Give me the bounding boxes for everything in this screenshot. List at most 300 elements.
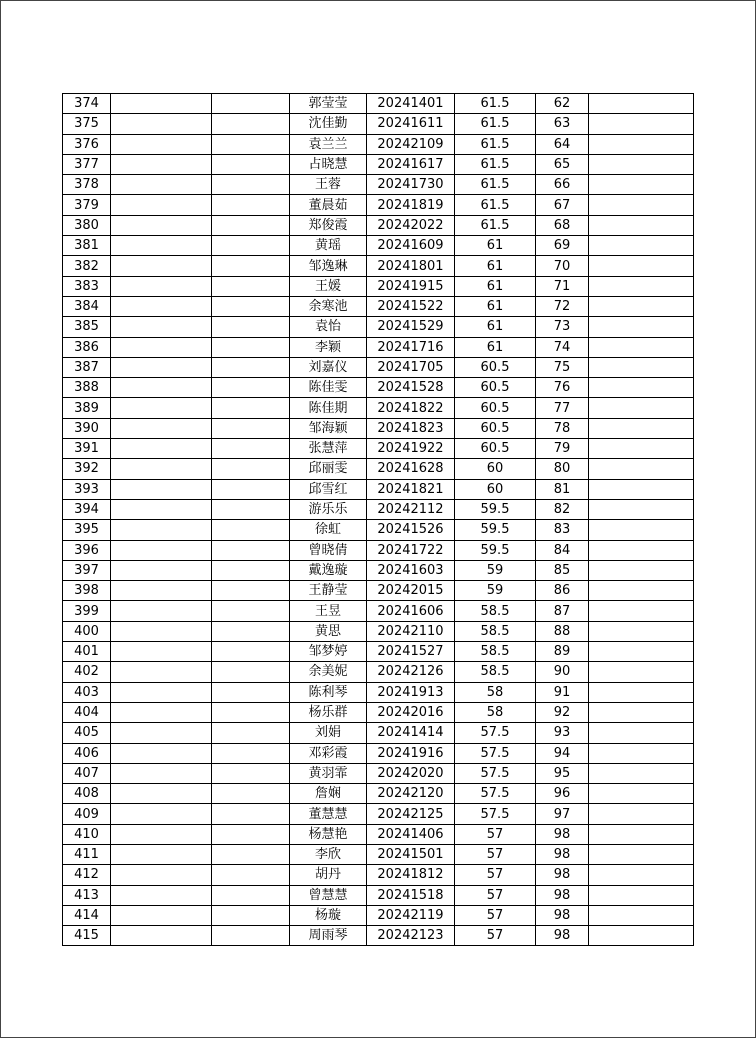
blank-cell-b: [212, 357, 290, 377]
rank-cell: 72: [536, 296, 589, 316]
score-cell: 59.5: [455, 520, 536, 540]
seq-number-cell: 402: [63, 662, 111, 682]
blank-cell-b: [212, 114, 290, 134]
seq-number-cell: 376: [63, 134, 111, 154]
student-id-cell: 20241801: [367, 256, 455, 276]
rank-cell: 66: [536, 175, 589, 195]
score-cell: 58.5: [455, 642, 536, 662]
student-id-cell: 20241915: [367, 276, 455, 296]
table-row: [63, 195, 694, 215]
table-row: [63, 926, 694, 946]
blank-cell-b: [212, 560, 290, 580]
blank-cell-b: [212, 317, 290, 337]
remarks-cell: [589, 520, 694, 540]
rank-cell: 68: [536, 215, 589, 235]
seq-number-cell: 375: [63, 114, 111, 134]
remarks-cell: [589, 195, 694, 215]
table-row: [63, 540, 694, 560]
rank-cell: 67: [536, 195, 589, 215]
student-id-cell: 20242125: [367, 804, 455, 824]
score-cell: 60.5: [455, 378, 536, 398]
remarks-cell: [589, 621, 694, 641]
remarks-cell: [589, 642, 694, 662]
blank-cell-b: [212, 743, 290, 763]
student-name-cell: 陈佳雯: [290, 378, 367, 398]
blank-cell-b: [212, 195, 290, 215]
rank-cell: 94: [536, 743, 589, 763]
score-cell: 60.5: [455, 439, 536, 459]
seq-number-cell: 414: [63, 905, 111, 925]
seq-number-cell: 412: [63, 865, 111, 885]
remarks-cell: [589, 439, 694, 459]
blank-cell-a: [111, 398, 212, 418]
remarks-cell: [589, 844, 694, 864]
remarks-cell: [589, 784, 694, 804]
blank-cell-a: [111, 885, 212, 905]
student-id-cell: 20242109: [367, 134, 455, 154]
blank-cell-a: [111, 763, 212, 783]
remarks-cell: [589, 236, 694, 256]
score-cell: 60.5: [455, 398, 536, 418]
blank-cell-a: [111, 926, 212, 946]
remarks-cell: [589, 581, 694, 601]
rank-cell: 63: [536, 114, 589, 134]
blank-cell-a: [111, 905, 212, 925]
blank-cell-b: [212, 682, 290, 702]
blank-cell-a: [111, 378, 212, 398]
student-name-cell: 邹海颖: [290, 418, 367, 438]
student-id-cell: 20242015: [367, 581, 455, 601]
student-name-cell: 陈利琴: [290, 682, 367, 702]
student-name-cell: 王昱: [290, 601, 367, 621]
blank-cell-a: [111, 94, 212, 114]
rank-cell: 65: [536, 154, 589, 174]
remarks-cell: [589, 865, 694, 885]
score-cell: 61: [455, 276, 536, 296]
blank-cell-a: [111, 479, 212, 499]
blank-cell-a: [111, 662, 212, 682]
score-cell: 58.5: [455, 662, 536, 682]
seq-number-cell: 388: [63, 378, 111, 398]
table-row: [63, 905, 694, 925]
student-id-cell: 20241628: [367, 459, 455, 479]
blank-cell-b: [212, 662, 290, 682]
score-table: [62, 93, 694, 946]
seq-number-cell: 411: [63, 844, 111, 864]
seq-number-cell: 391: [63, 439, 111, 459]
blank-cell-b: [212, 905, 290, 925]
student-id-cell: 20241812: [367, 865, 455, 885]
table-row: [63, 296, 694, 316]
student-id-cell: 20242119: [367, 905, 455, 925]
blank-cell-b: [212, 844, 290, 864]
remarks-cell: [589, 175, 694, 195]
student-id-cell: 20241401: [367, 94, 455, 114]
table-row: [63, 865, 694, 885]
remarks-cell: [589, 499, 694, 519]
student-id-cell: 20241922: [367, 439, 455, 459]
score-cell: 61: [455, 256, 536, 276]
student-name-cell: 占晓慧: [290, 154, 367, 174]
remarks-cell: [589, 337, 694, 357]
remarks-cell: [589, 418, 694, 438]
table-row: [63, 439, 694, 459]
score-cell: 57: [455, 926, 536, 946]
blank-cell-b: [212, 723, 290, 743]
table-row: [63, 479, 694, 499]
blank-cell-a: [111, 520, 212, 540]
blank-cell-b: [212, 885, 290, 905]
blank-cell-a: [111, 337, 212, 357]
student-name-cell: 杨璇: [290, 905, 367, 925]
remarks-cell: [589, 215, 694, 235]
seq-number-cell: 413: [63, 885, 111, 905]
seq-number-cell: 386: [63, 337, 111, 357]
seq-number-cell: 385: [63, 317, 111, 337]
student-id-cell: 20242126: [367, 662, 455, 682]
remarks-cell: [589, 459, 694, 479]
score-cell: 61.5: [455, 215, 536, 235]
rank-cell: 76: [536, 378, 589, 398]
table-row: [63, 317, 694, 337]
rank-cell: 98: [536, 905, 589, 925]
blank-cell-b: [212, 601, 290, 621]
blank-cell-a: [111, 357, 212, 377]
student-name-cell: 余寒池: [290, 296, 367, 316]
student-id-cell: 20241722: [367, 540, 455, 560]
seq-number-cell: 404: [63, 702, 111, 722]
student-name-cell: 李欣: [290, 844, 367, 864]
blank-cell-a: [111, 418, 212, 438]
blank-cell-b: [212, 499, 290, 519]
seq-number-cell: 390: [63, 418, 111, 438]
table-row: [63, 499, 694, 519]
seq-number-cell: 384: [63, 296, 111, 316]
student-id-cell: 20241606: [367, 601, 455, 621]
score-cell: 57.5: [455, 743, 536, 763]
student-name-cell: 胡丹: [290, 865, 367, 885]
rank-cell: 78: [536, 418, 589, 438]
student-id-cell: 20241716: [367, 337, 455, 357]
blank-cell-a: [111, 195, 212, 215]
seq-number-cell: 415: [63, 926, 111, 946]
remarks-cell: [589, 276, 694, 296]
blank-cell-b: [212, 540, 290, 560]
blank-cell-b: [212, 418, 290, 438]
student-id-cell: 20241529: [367, 317, 455, 337]
student-id-cell: 20242022: [367, 215, 455, 235]
blank-cell-a: [111, 276, 212, 296]
score-cell: 59: [455, 560, 536, 580]
score-cell: 60: [455, 459, 536, 479]
seq-number-cell: 383: [63, 276, 111, 296]
seq-number-cell: 381: [63, 236, 111, 256]
table-row: [63, 662, 694, 682]
table-row: [63, 844, 694, 864]
score-cell: 60: [455, 479, 536, 499]
blank-cell-a: [111, 154, 212, 174]
blank-cell-b: [212, 337, 290, 357]
rank-cell: 73: [536, 317, 589, 337]
student-name-cell: 黄羽霏: [290, 763, 367, 783]
seq-number-cell: 392: [63, 459, 111, 479]
student-name-cell: 戴逸璇: [290, 560, 367, 580]
rank-cell: 75: [536, 357, 589, 377]
remarks-cell: [589, 702, 694, 722]
seq-number-cell: 410: [63, 824, 111, 844]
rank-cell: 90: [536, 662, 589, 682]
student-name-cell: 余美妮: [290, 662, 367, 682]
seq-number-cell: 374: [63, 94, 111, 114]
blank-cell-a: [111, 560, 212, 580]
rank-cell: 91: [536, 682, 589, 702]
blank-cell-a: [111, 784, 212, 804]
blank-cell-b: [212, 784, 290, 804]
table-row: [63, 134, 694, 154]
table-row: [63, 763, 694, 783]
seq-number-cell: 401: [63, 642, 111, 662]
blank-cell-a: [111, 601, 212, 621]
seq-number-cell: 398: [63, 581, 111, 601]
student-id-cell: 20241823: [367, 418, 455, 438]
table-row: [63, 276, 694, 296]
score-cell: 61: [455, 296, 536, 316]
seq-number-cell: 399: [63, 601, 111, 621]
student-id-cell: 20242110: [367, 621, 455, 641]
student-name-cell: 王蓉: [290, 175, 367, 195]
student-id-cell: 20241705: [367, 357, 455, 377]
student-name-cell: 王静莹: [290, 581, 367, 601]
remarks-cell: [589, 296, 694, 316]
seq-number-cell: 396: [63, 540, 111, 560]
table-row: [63, 357, 694, 377]
student-name-cell: 刘娟: [290, 723, 367, 743]
student-id-cell: 20241617: [367, 154, 455, 174]
seq-number-cell: 406: [63, 743, 111, 763]
table-row: [63, 418, 694, 438]
student-name-cell: 袁兰兰: [290, 134, 367, 154]
remarks-cell: [589, 723, 694, 743]
rank-cell: 88: [536, 621, 589, 641]
table-row: [63, 824, 694, 844]
student-name-cell: 游乐乐: [290, 499, 367, 519]
seq-number-cell: 400: [63, 621, 111, 641]
table-row: [63, 804, 694, 824]
remarks-cell: [589, 357, 694, 377]
table-row: [63, 154, 694, 174]
table-row: [63, 601, 694, 621]
student-id-cell: 20241527: [367, 642, 455, 662]
blank-cell-b: [212, 865, 290, 885]
student-name-cell: 董慧慧: [290, 804, 367, 824]
score-cell: 57: [455, 824, 536, 844]
blank-cell-b: [212, 702, 290, 722]
blank-cell-b: [212, 479, 290, 499]
rank-cell: 93: [536, 723, 589, 743]
rank-cell: 82: [536, 499, 589, 519]
table-row: [63, 581, 694, 601]
blank-cell-b: [212, 398, 290, 418]
score-cell: 61.5: [455, 154, 536, 174]
score-cell: 61.5: [455, 134, 536, 154]
student-id-cell: 20241821: [367, 479, 455, 499]
remarks-cell: [589, 540, 694, 560]
seq-number-cell: 403: [63, 682, 111, 702]
remarks-cell: [589, 662, 694, 682]
remarks-cell: [589, 743, 694, 763]
student-name-cell: 袁怡: [290, 317, 367, 337]
table-row: [63, 682, 694, 702]
seq-number-cell: 394: [63, 499, 111, 519]
rank-cell: 98: [536, 926, 589, 946]
rank-cell: 97: [536, 804, 589, 824]
score-cell: 61.5: [455, 195, 536, 215]
score-cell: 57: [455, 905, 536, 925]
blank-cell-a: [111, 236, 212, 256]
score-cell: 61: [455, 337, 536, 357]
blank-cell-a: [111, 499, 212, 519]
remarks-cell: [589, 560, 694, 580]
student-name-cell: 刘嘉仪: [290, 357, 367, 377]
student-name-cell: 郭莹莹: [290, 94, 367, 114]
student-name-cell: 徐虹: [290, 520, 367, 540]
rank-cell: 92: [536, 702, 589, 722]
student-id-cell: 20241528: [367, 378, 455, 398]
table-row: [63, 621, 694, 641]
score-cell: 59.5: [455, 499, 536, 519]
score-cell: 58.5: [455, 601, 536, 621]
table-row: [63, 114, 694, 134]
rank-cell: 84: [536, 540, 589, 560]
student-name-cell: 詹娴: [290, 784, 367, 804]
score-cell: 61: [455, 317, 536, 337]
blank-cell-b: [212, 926, 290, 946]
rank-cell: 64: [536, 134, 589, 154]
rank-cell: 83: [536, 520, 589, 540]
table-row: [63, 175, 694, 195]
seq-number-cell: 409: [63, 804, 111, 824]
student-id-cell: 20241603: [367, 560, 455, 580]
student-id-cell: 20242020: [367, 763, 455, 783]
score-cell: 57.5: [455, 804, 536, 824]
student-id-cell: 20241822: [367, 398, 455, 418]
table-row: [63, 520, 694, 540]
seq-number-cell: 382: [63, 256, 111, 276]
blank-cell-a: [111, 317, 212, 337]
blank-cell-a: [111, 296, 212, 316]
score-cell: 57: [455, 844, 536, 864]
blank-cell-b: [212, 824, 290, 844]
score-cell: 58.5: [455, 621, 536, 641]
remarks-cell: [589, 601, 694, 621]
blank-cell-a: [111, 682, 212, 702]
table-row: [63, 885, 694, 905]
remarks-cell: [589, 824, 694, 844]
remarks-cell: [589, 317, 694, 337]
remarks-cell: [589, 398, 694, 418]
score-cell: 59.5: [455, 540, 536, 560]
score-cell: 61: [455, 236, 536, 256]
blank-cell-b: [212, 94, 290, 114]
student-id-cell: 20241609: [367, 236, 455, 256]
rank-cell: 98: [536, 885, 589, 905]
blank-cell-b: [212, 763, 290, 783]
student-name-cell: 邱雪红: [290, 479, 367, 499]
table-row: [63, 642, 694, 662]
rank-cell: 98: [536, 824, 589, 844]
blank-cell-b: [212, 621, 290, 641]
blank-cell-b: [212, 175, 290, 195]
student-name-cell: 郑俊霞: [290, 215, 367, 235]
score-cell: 61.5: [455, 94, 536, 114]
table-row: [63, 236, 694, 256]
blank-cell-b: [212, 154, 290, 174]
blank-cell-a: [111, 540, 212, 560]
seq-number-cell: 377: [63, 154, 111, 174]
blank-cell-b: [212, 804, 290, 824]
student-id-cell: 20242120: [367, 784, 455, 804]
student-id-cell: 20242016: [367, 702, 455, 722]
student-name-cell: 李颖: [290, 337, 367, 357]
remarks-cell: [589, 763, 694, 783]
score-cell: 60.5: [455, 418, 536, 438]
student-name-cell: 曾晓倩: [290, 540, 367, 560]
remarks-cell: [589, 114, 694, 134]
rank-cell: 85: [536, 560, 589, 580]
score-cell: 57: [455, 885, 536, 905]
remarks-cell: [589, 905, 694, 925]
remarks-cell: [589, 682, 694, 702]
blank-cell-b: [212, 378, 290, 398]
rank-cell: 81: [536, 479, 589, 499]
blank-cell-a: [111, 844, 212, 864]
table-row: [63, 702, 694, 722]
seq-number-cell: 408: [63, 784, 111, 804]
score-cell: 61.5: [455, 175, 536, 195]
table-row: [63, 256, 694, 276]
blank-cell-a: [111, 175, 212, 195]
table-body: [63, 94, 694, 946]
remarks-cell: [589, 885, 694, 905]
table-row: [63, 378, 694, 398]
remarks-cell: [589, 94, 694, 114]
blank-cell-a: [111, 215, 212, 235]
student-name-cell: 邱丽雯: [290, 459, 367, 479]
remarks-cell: [589, 926, 694, 946]
blank-cell-b: [212, 236, 290, 256]
blank-cell-b: [212, 459, 290, 479]
seq-number-cell: 407: [63, 763, 111, 783]
remarks-cell: [589, 804, 694, 824]
blank-cell-a: [111, 256, 212, 276]
student-id-cell: 20241611: [367, 114, 455, 134]
score-cell: 57.5: [455, 784, 536, 804]
score-cell: 57.5: [455, 723, 536, 743]
student-id-cell: 20241913: [367, 682, 455, 702]
blank-cell-b: [212, 134, 290, 154]
blank-cell-a: [111, 865, 212, 885]
score-cell: 58: [455, 702, 536, 722]
student-id-cell: 20241526: [367, 520, 455, 540]
remarks-cell: [589, 154, 694, 174]
student-id-cell: 20241730: [367, 175, 455, 195]
student-id-cell: 20241518: [367, 885, 455, 905]
student-id-cell: 20242123: [367, 926, 455, 946]
student-name-cell: 黄瑶: [290, 236, 367, 256]
seq-number-cell: 397: [63, 560, 111, 580]
blank-cell-b: [212, 520, 290, 540]
seq-number-cell: 395: [63, 520, 111, 540]
